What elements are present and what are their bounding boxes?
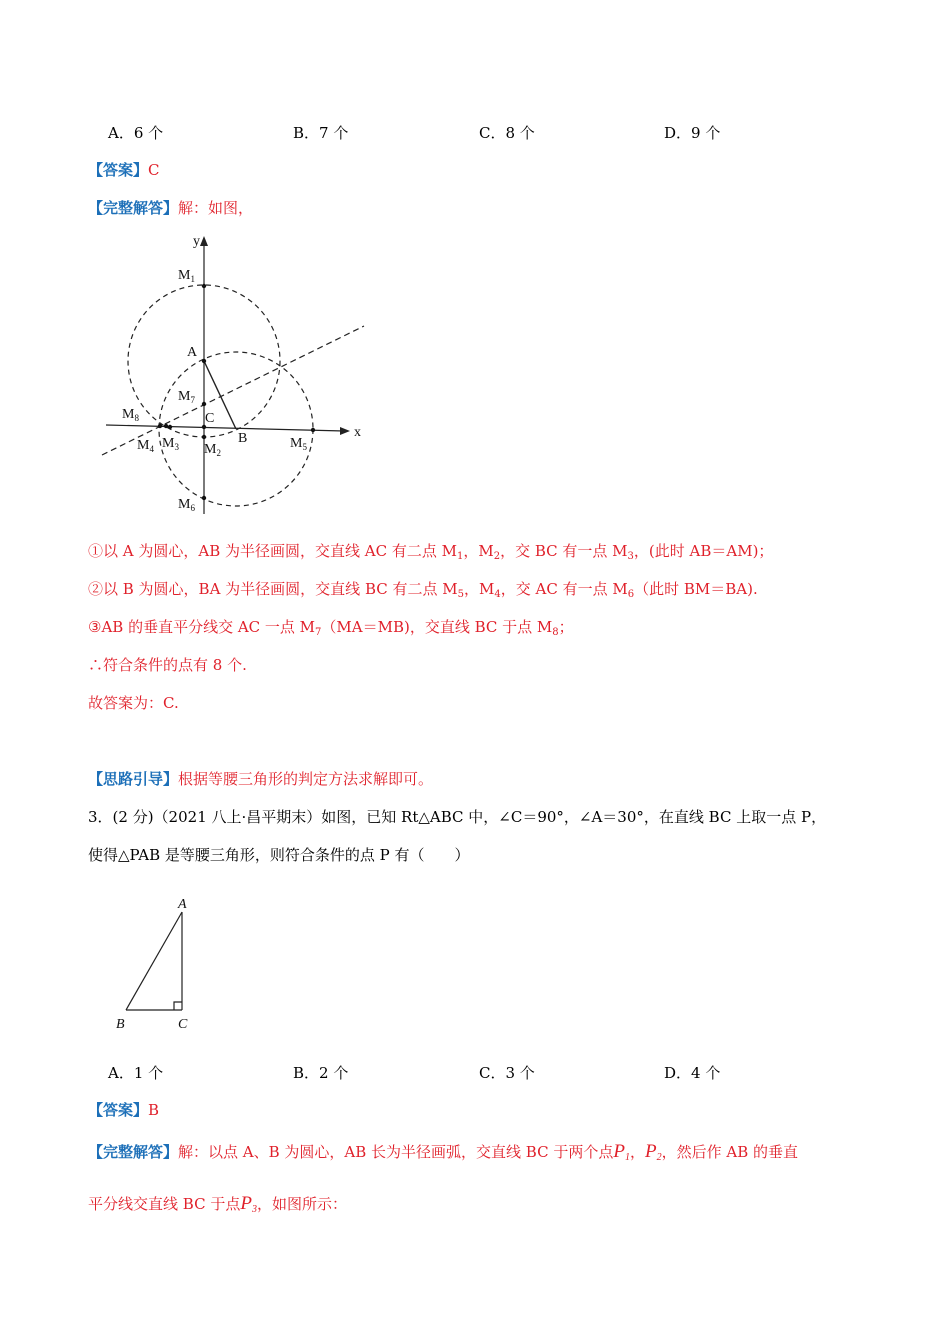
point-m3 <box>168 425 172 429</box>
label-m7: $M_7$ <box>178 389 195 405</box>
p1-symbol: $P_1$ <box>613 1141 630 1163</box>
y-axis-arrow <box>200 236 208 246</box>
q2-solution-intro <box>88 197 253 219</box>
label-x: x <box>354 425 361 440</box>
q3-option-b: B．2 个 <box>293 1064 349 1082</box>
label-m3: $M_3$ <box>162 436 179 452</box>
label-c: C <box>205 411 215 426</box>
point-m1 <box>202 284 206 288</box>
q2-step-1: ①以 A 为圆心，AB 为半径画圆，交直线 AC 有二点 $M_1$，$M_2$，交 BC 有一点 $M_3$，(此时 AB＝AM)； <box>88 542 774 562</box>
solution-tag: 【完整解答】 <box>88 1143 179 1161</box>
q2-option-a: A．6 个 <box>108 124 164 142</box>
q2-option-d: D．9 个 <box>664 124 721 142</box>
hint-tag: 【思路引导】 <box>88 770 179 788</box>
label-m6: $M_6$ <box>178 497 195 513</box>
answer-value: C <box>148 161 160 179</box>
label-m1: $M_1$ <box>178 268 195 284</box>
triangle-label-c: C <box>178 1017 188 1032</box>
point-m2 <box>202 435 206 439</box>
q2-final: 故答案为：C. <box>88 694 179 712</box>
point-m6 <box>202 496 206 500</box>
q2-option-c: C．8 个 <box>479 124 535 142</box>
answer-value: B <box>148 1101 160 1119</box>
point-a <box>202 359 206 363</box>
q3-answer <box>88 1099 159 1121</box>
point-m5 <box>311 428 315 432</box>
triangle-label-a: A <box>178 897 187 912</box>
right-angle-mark <box>174 1002 182 1010</box>
q3-option-d: D．4 个 <box>664 1064 721 1082</box>
figure-right-triangle <box>110 892 210 1038</box>
figure-coordinate-diagram <box>88 228 378 528</box>
label-y: y <box>193 234 200 249</box>
label-a: A <box>187 345 198 360</box>
q3-option-c: C．3 个 <box>479 1064 535 1082</box>
solution-tag: 【完整解答】 <box>88 199 179 217</box>
perpendicular-bisector-line <box>102 326 364 455</box>
label-m8: $M_8$ <box>122 407 139 423</box>
p2-symbol: $P_2$ <box>644 1141 662 1163</box>
label-b: B <box>238 431 248 446</box>
x-axis <box>106 425 344 431</box>
label-m4: $M_4$ <box>137 438 154 454</box>
side-ab <box>126 912 182 1010</box>
q2-step-3: ③AB 的垂直平分线交 AC 一点 $M_7(MA=MB)$，交直线 BC 于点 $M_8$； <box>88 618 574 638</box>
q2-conclusion: ∴符合条件的点有 8 个. <box>88 656 247 674</box>
answer-tag: 【答案】 <box>88 1101 149 1119</box>
answer-tag: 【答案】 <box>88 161 149 179</box>
q2-answer <box>88 159 160 181</box>
x-axis-arrow <box>340 427 350 435</box>
q2-hint <box>88 768 433 790</box>
q3-question-line-1: 3．(2 分)（2021 八上·昌平期末）如图，已知 Rt△ABC 中，∠C＝90°，∠A＝30°，在直线 BC 上取一点 P， <box>88 808 827 826</box>
q2-step-2: ②以 B 为圆心，BA 为半径画圆，交直线 BC 有二点 $M_5$，$M_4$，交 AC 有一点 $M_6$（此时 BM＝BA). <box>88 580 758 600</box>
label-m5: $M_5$ <box>290 436 307 452</box>
point-m7 <box>202 402 206 406</box>
solution-intro-text: 解：如图， <box>178 199 254 217</box>
q3-solution-line-1: 【完整解答】解：以点 A、B 为圆心，AB 长为半径画弧，交直线 BC 于两个点$P_1$，$P_2$，然后作 AB 的垂直 <box>88 1141 798 1163</box>
point-m4 <box>164 424 168 428</box>
q3-question-line-2: 使得△PAB 是等腰三角形，则符合条件的点 P 有（ ） <box>88 846 470 864</box>
hint-text: 根据等腰三角形的判定方法求解即可。 <box>178 770 434 788</box>
p3-symbol: $P_3$ <box>240 1193 257 1215</box>
q3-option-a: A．1 个 <box>108 1064 164 1082</box>
label-m2: $M_2$ <box>204 442 221 458</box>
triangle-label-b: B <box>116 1017 125 1032</box>
q3-solution-line-2: 平分线交直线 BC 于点$P_3$，如图所示： <box>88 1193 347 1215</box>
q2-option-b: B．7 个 <box>293 124 349 142</box>
point-m8 <box>158 424 162 428</box>
